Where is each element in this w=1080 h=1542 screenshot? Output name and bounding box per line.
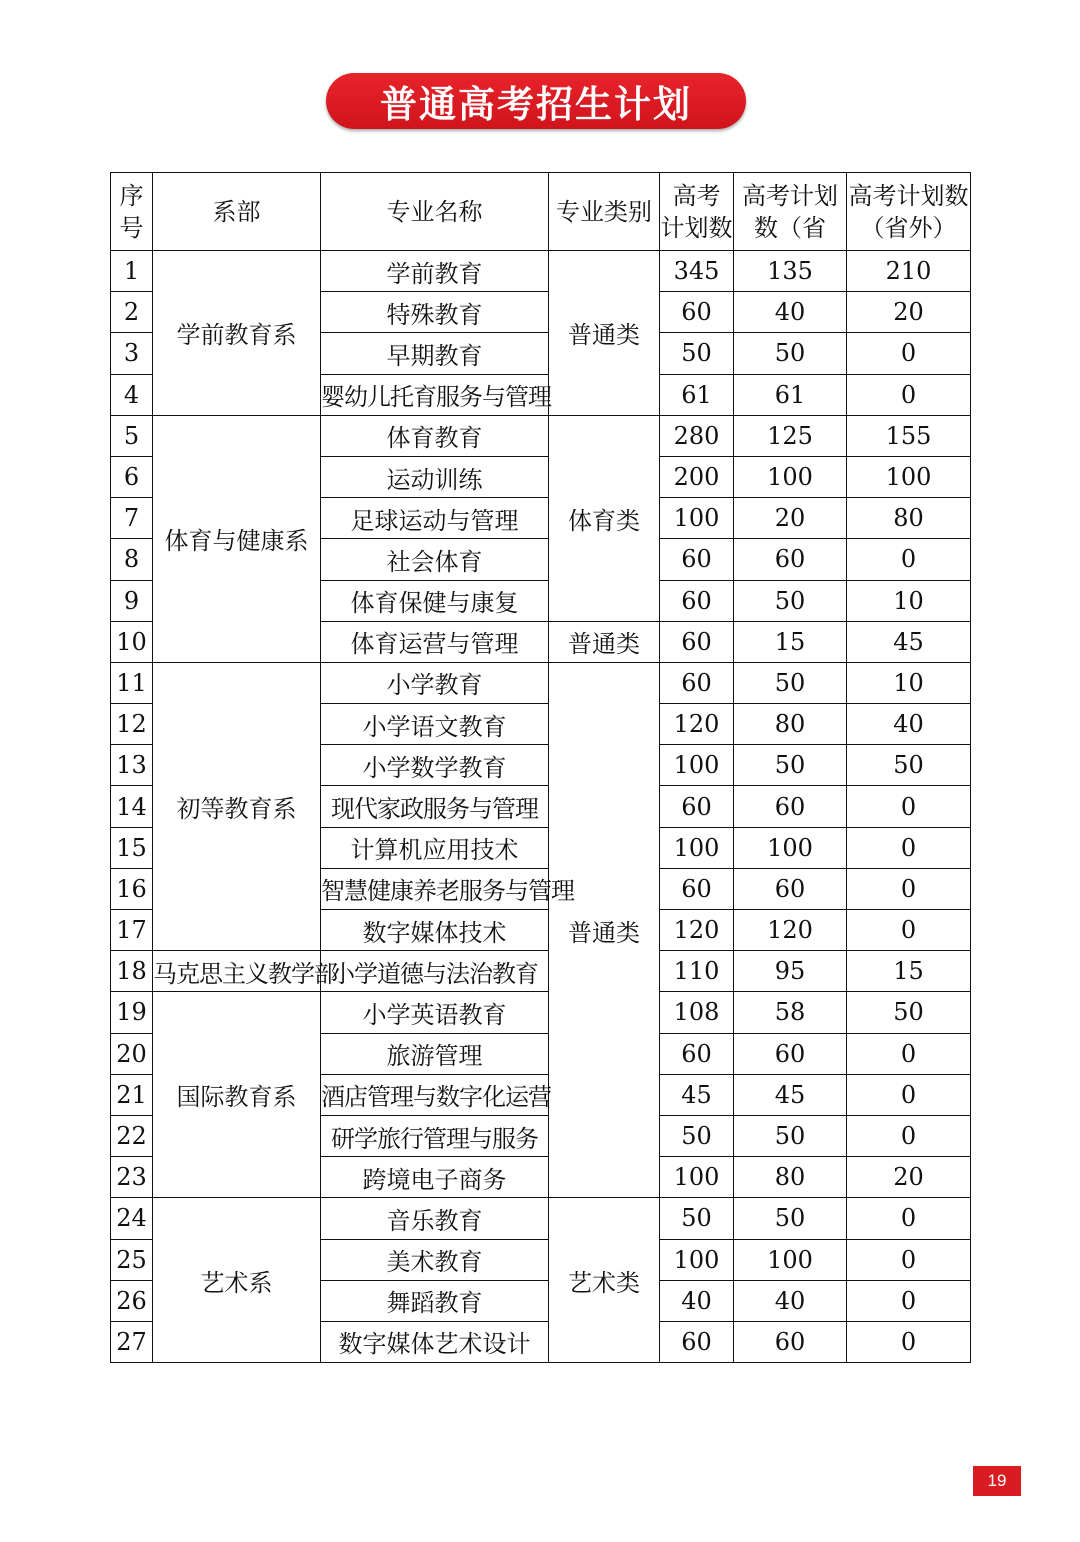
row-seq: 17: [111, 910, 153, 951]
total-plan-cell: 60: [660, 621, 734, 662]
out-province-cell: 20: [847, 1157, 971, 1198]
out-province-cell: 0: [847, 374, 971, 415]
row-seq: 7: [111, 498, 153, 539]
category-cell: 普通类: [549, 621, 660, 662]
in-province-cell: 60: [734, 786, 847, 827]
total-plan-cell: 45: [660, 1074, 734, 1115]
in-province-cell: 60: [734, 1033, 847, 1074]
total-plan-cell: 108: [660, 992, 734, 1033]
major-cell: 学前教育: [321, 251, 549, 292]
header-out-province-plan: 高考计划数 （省外）: [847, 173, 971, 251]
header-total-plan: 高考 计划数: [660, 173, 734, 251]
header-major: 专业名称: [321, 173, 549, 251]
total-plan-cell: 60: [660, 868, 734, 909]
major-cell: 智慧健康养老服务与管理: [321, 868, 549, 909]
in-province-cell: 50: [734, 580, 847, 621]
out-province-cell: 0: [847, 786, 971, 827]
total-plan-cell: 345: [660, 251, 734, 292]
row-seq: 6: [111, 456, 153, 497]
row-seq: 12: [111, 704, 153, 745]
enrollment-plan-table: [110, 172, 971, 1363]
major-cell: 跨境电子商务: [321, 1157, 549, 1198]
total-plan-cell: 50: [660, 1115, 734, 1156]
out-province-cell: 0: [847, 1074, 971, 1115]
in-province-cell: 20: [734, 498, 847, 539]
row-seq: 8: [111, 539, 153, 580]
row-seq: 27: [111, 1321, 153, 1362]
row-seq: 15: [111, 827, 153, 868]
out-province-cell: 20: [847, 292, 971, 333]
in-province-cell: 50: [734, 745, 847, 786]
total-plan-cell: 100: [660, 745, 734, 786]
total-plan-cell: 50: [660, 1198, 734, 1239]
in-province-cell: 15: [734, 621, 847, 662]
header-category: 专业类别: [549, 173, 660, 251]
major-cell: 数字媒体技术: [321, 910, 549, 951]
in-province-cell: 50: [734, 1198, 847, 1239]
total-plan-cell: 120: [660, 704, 734, 745]
in-province-cell: 50: [734, 1115, 847, 1156]
in-province-cell: 40: [734, 292, 847, 333]
row-seq: 14: [111, 786, 153, 827]
major-cell: 特殊教育: [321, 292, 549, 333]
in-province-cell: 60: [734, 539, 847, 580]
table-row: [111, 1198, 971, 1239]
table-header-row: [111, 173, 971, 251]
out-province-cell: 0: [847, 910, 971, 951]
major-cell: 现代家政服务与管理: [321, 786, 549, 827]
total-plan-cell: 40: [660, 1280, 734, 1321]
in-province-cell: 100: [734, 456, 847, 497]
row-seq: 19: [111, 992, 153, 1033]
in-province-cell: 58: [734, 992, 847, 1033]
out-province-cell: 15: [847, 951, 971, 992]
row-seq: 23: [111, 1157, 153, 1198]
total-plan-cell: 50: [660, 333, 734, 374]
table-row: [111, 415, 971, 456]
total-plan-cell: 60: [660, 539, 734, 580]
out-province-cell: 10: [847, 580, 971, 621]
major-cell: 小学语文教育: [321, 704, 549, 745]
row-seq: 22: [111, 1115, 153, 1156]
out-province-cell: 10: [847, 662, 971, 703]
major-cell: 体育运营与管理: [321, 621, 549, 662]
in-province-cell: 45: [734, 1074, 847, 1115]
out-province-cell: 0: [847, 1115, 971, 1156]
total-plan-cell: 120: [660, 910, 734, 951]
major-cell: 足球运动与管理: [321, 498, 549, 539]
total-plan-cell: 60: [660, 786, 734, 827]
category-cell: 普通类: [549, 662, 660, 1197]
in-province-cell: 80: [734, 1157, 847, 1198]
category-cell: 普通类: [549, 251, 660, 416]
major-cell: 音乐教育: [321, 1198, 549, 1239]
out-province-cell: 0: [847, 1280, 971, 1321]
header-seq: 序号: [111, 173, 153, 251]
major-cell: 旅游管理: [321, 1033, 549, 1074]
major-cell: 数字媒体艺术设计: [321, 1321, 549, 1362]
row-seq: 25: [111, 1239, 153, 1280]
row-seq: 1: [111, 251, 153, 292]
out-province-cell: 0: [847, 333, 971, 374]
major-cell: 社会体育: [321, 539, 549, 580]
major-cell: 酒店管理与数字化运营: [321, 1074, 549, 1115]
row-seq: 11: [111, 662, 153, 703]
major-cell: 研学旅行管理与服务: [321, 1115, 549, 1156]
out-province-cell: 0: [847, 827, 971, 868]
total-plan-cell: 100: [660, 827, 734, 868]
out-province-cell: 0: [847, 1321, 971, 1362]
out-province-cell: 80: [847, 498, 971, 539]
total-plan-cell: 200: [660, 456, 734, 497]
department-cell: 初等教育系: [153, 662, 321, 950]
out-province-cell: 40: [847, 704, 971, 745]
header-in-province-plan: 高考计划 数（省: [734, 173, 847, 251]
total-plan-cell: 60: [660, 662, 734, 703]
total-plan-cell: 61: [660, 374, 734, 415]
department-cell: 国际教育系: [153, 992, 321, 1198]
total-plan-cell: 280: [660, 415, 734, 456]
major-cell: 早期教育: [321, 333, 549, 374]
in-province-cell: 135: [734, 251, 847, 292]
out-province-cell: 45: [847, 621, 971, 662]
department-cell: 学前教育系: [153, 251, 321, 416]
category-cell: 体育类: [549, 415, 660, 621]
in-province-cell: 100: [734, 1239, 847, 1280]
total-plan-cell: 60: [660, 1321, 734, 1362]
row-seq: 3: [111, 333, 153, 374]
in-province-cell: 50: [734, 662, 847, 703]
out-province-cell: 155: [847, 415, 971, 456]
row-seq: 4: [111, 374, 153, 415]
out-province-cell: 50: [847, 745, 971, 786]
table-row: [111, 992, 971, 1033]
major-cell: 小学教育: [321, 662, 549, 703]
row-seq: 13: [111, 745, 153, 786]
out-province-cell: 0: [847, 1239, 971, 1280]
row-seq: 5: [111, 415, 153, 456]
out-province-cell: 0: [847, 1198, 971, 1239]
major-cell: 小学数学教育: [321, 745, 549, 786]
row-seq: 9: [111, 580, 153, 621]
out-province-cell: 100: [847, 456, 971, 497]
table-row: [111, 951, 971, 992]
in-province-cell: 125: [734, 415, 847, 456]
row-seq: 21: [111, 1074, 153, 1115]
table-row: [111, 251, 971, 292]
row-seq: 2: [111, 292, 153, 333]
row-seq: 26: [111, 1280, 153, 1321]
total-plan-cell: 60: [660, 292, 734, 333]
in-province-cell: 60: [734, 1321, 847, 1362]
header-department: 系部: [153, 173, 321, 251]
major-cell: 小学道德与法治教育: [321, 951, 549, 992]
out-province-cell: 0: [847, 868, 971, 909]
total-plan-cell: 100: [660, 1157, 734, 1198]
in-province-cell: 80: [734, 704, 847, 745]
department-cell: 马克思主义教学部: [153, 951, 321, 992]
major-cell: 体育保健与康复: [321, 580, 549, 621]
page-title: 普通高考招生计划: [326, 73, 746, 129]
total-plan-cell: 110: [660, 951, 734, 992]
row-seq: 10: [111, 621, 153, 662]
department-cell: 艺术系: [153, 1198, 321, 1363]
major-cell: 婴幼儿托育服务与管理: [321, 374, 549, 415]
out-province-cell: 0: [847, 539, 971, 580]
in-province-cell: 120: [734, 910, 847, 951]
page-number: 19: [973, 1466, 1021, 1496]
in-province-cell: 100: [734, 827, 847, 868]
row-seq: 20: [111, 1033, 153, 1074]
department-cell: 体育与健康系: [153, 415, 321, 662]
out-province-cell: 50: [847, 992, 971, 1033]
major-cell: 美术教育: [321, 1239, 549, 1280]
out-province-cell: 0: [847, 1033, 971, 1074]
in-province-cell: 50: [734, 333, 847, 374]
total-plan-cell: 60: [660, 580, 734, 621]
in-province-cell: 60: [734, 868, 847, 909]
table-row: [111, 662, 971, 703]
row-seq: 16: [111, 868, 153, 909]
in-province-cell: 40: [734, 1280, 847, 1321]
in-province-cell: 61: [734, 374, 847, 415]
major-cell: 舞蹈教育: [321, 1280, 549, 1321]
major-cell: 计算机应用技术: [321, 827, 549, 868]
total-plan-cell: 100: [660, 1239, 734, 1280]
major-cell: 运动训练: [321, 456, 549, 497]
in-province-cell: 95: [734, 951, 847, 992]
total-plan-cell: 100: [660, 498, 734, 539]
row-seq: 24: [111, 1198, 153, 1239]
total-plan-cell: 60: [660, 1033, 734, 1074]
major-cell: 体育教育: [321, 415, 549, 456]
major-cell: 小学英语教育: [321, 992, 549, 1033]
out-province-cell: 210: [847, 251, 971, 292]
row-seq: 18: [111, 951, 153, 992]
category-cell: 艺术类: [549, 1198, 660, 1363]
